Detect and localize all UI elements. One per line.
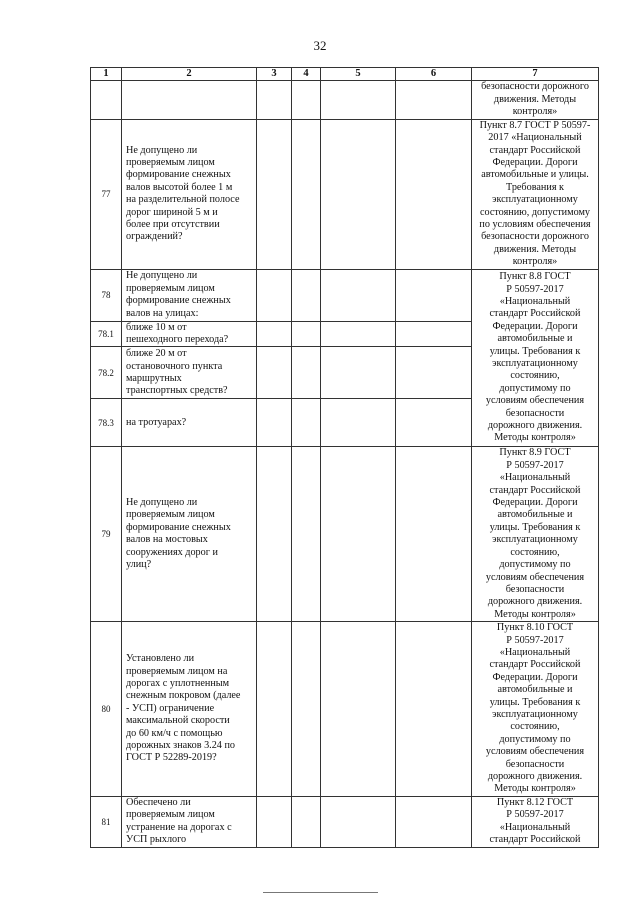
answer-cell-na [321, 321, 396, 347]
answer-cell-na [321, 399, 396, 447]
answer-cell-no [292, 399, 321, 447]
header-col-6: 6 [396, 68, 472, 81]
row-number: 78.1 [91, 321, 122, 347]
answer-cell-yes [257, 119, 292, 269]
legal-reference: Пункт 8.10 ГОСТ Р 50597-2017 «Национальный стандарт Российской Федерации. Дороги автомобильные и улицы. Требования к эксплуатационному состоянию, допустимому по условиям обеспечения безопасности дорожного движения. Методы контроля» [472, 622, 599, 797]
checklist-table [90, 67, 599, 848]
requirement-question: Не допущено ли проверяемым лицом формирование снежных валов на улицах: [122, 269, 257, 321]
notes-cell [396, 622, 472, 797]
row-number: 81 [91, 796, 122, 847]
row-number [91, 81, 122, 119]
requirement-question: Установлено ли проверяемым лицом на дорогах с уплотненным снежным покровом (далее - УСП) ограничение максимальной скорости до 60 км/ч с помощью дорожных знаков 3.24 по ГОСТ Р 52289-2019? [122, 622, 257, 797]
table-row [91, 447, 599, 622]
row-number: 78.3 [91, 399, 122, 447]
answer-cell-na [321, 347, 396, 399]
answer-cell-yes [257, 447, 292, 622]
requirement-question: Обеспечено ли проверяемым лицом устранение на дорогах с УСП рыхлого [122, 796, 257, 847]
requirement-question [122, 81, 257, 119]
answer-cell-no [292, 622, 321, 797]
answer-cell-yes [257, 321, 292, 347]
requirement-question: Не допущено ли проверяемым лицом формирование снежных валов на мостовых сооружениях дорог и улиц? [122, 447, 257, 622]
header-col-1: 1 [91, 68, 122, 81]
notes-cell [396, 399, 472, 447]
requirement-question: Не допущено ли проверяемым лицом формирование снежных валов высотой более 1 м на разделительной полосе дорог шириной 5 м и более при отсутствии ограждений? [122, 119, 257, 269]
answer-cell-no [292, 119, 321, 269]
notes-cell [396, 347, 472, 399]
notes-cell [396, 81, 472, 119]
requirement-question: ближе 20 м от остановочного пункта маршрутных транспортных средств? [122, 347, 257, 399]
answer-cell-na [321, 119, 396, 269]
legal-reference: Пункт 8.12 ГОСТ Р 50597-2017 «Национальный стандарт Российской [472, 796, 599, 847]
table-row [91, 81, 599, 119]
table-row [91, 796, 599, 847]
row-number: 78 [91, 269, 122, 321]
requirement-question: на тротуарах? [122, 399, 257, 447]
answer-cell-na [321, 622, 396, 797]
row-number: 79 [91, 447, 122, 622]
header-col-4: 4 [292, 68, 321, 81]
notes-cell [396, 269, 472, 321]
answer-cell-no [292, 321, 321, 347]
answer-cell-yes [257, 269, 292, 321]
header-col-7: 7 [472, 68, 599, 81]
page-number: 32 [313, 38, 327, 53]
answer-cell-na [321, 447, 396, 622]
header-col-5: 5 [321, 68, 396, 81]
answer-cell-no [292, 347, 321, 399]
row-number: 77 [91, 119, 122, 269]
answer-cell-yes [257, 81, 292, 119]
notes-cell [396, 119, 472, 269]
answer-cell-yes [257, 796, 292, 847]
notes-cell [396, 321, 472, 347]
requirement-question: ближе 10 м от пешеходного перехода? [122, 321, 257, 347]
answer-cell-no [292, 81, 321, 119]
answer-cell-na [321, 796, 396, 847]
answer-cell-no [292, 796, 321, 847]
bottom-divider [263, 892, 378, 893]
row-number: 80 [91, 622, 122, 797]
answer-cell-yes [257, 622, 292, 797]
notes-cell [396, 447, 472, 622]
answer-cell-yes [257, 399, 292, 447]
notes-cell [396, 796, 472, 847]
header-col-2: 2 [122, 68, 257, 81]
answer-cell-yes [257, 347, 292, 399]
answer-cell-no [292, 447, 321, 622]
legal-reference: Пункт 8.7 ГОСТ Р 50597- 2017 «Национальный стандарт Российской Федерации. Дороги автомобильные и улицы. Требования к эксплуатационному состоянию, допустимому по условиям обеспечения безопасности дорожного движения. Методы контроля» [472, 119, 599, 269]
answer-cell-na [321, 269, 396, 321]
table-row [91, 622, 599, 797]
table-row [91, 269, 599, 321]
table-row [91, 119, 599, 269]
header-row [91, 68, 599, 81]
legal-reference: Пункт 8.9 ГОСТ Р 50597-2017 «Национальный стандарт Российской Федерации. Дороги автомобильные и улицы. Требования к эксплуатационному состоянию, допустимому по условиям обеспечения безопасности дорожного движения. Методы контроля» [472, 447, 599, 622]
header-col-3: 3 [257, 68, 292, 81]
row-number: 78.2 [91, 347, 122, 399]
legal-reference: Пункт 8.8 ГОСТ Р 50597-2017 «Национальный стандарт Российской Федерации. Дороги автомобильные и улицы. Требования к эксплуатационному состоянию, допустимому по условиям обеспечения безопасности дорожного движения. Методы контроля» [472, 269, 599, 447]
answer-cell-na [321, 81, 396, 119]
answer-cell-no [292, 269, 321, 321]
legal-reference: безопасности дорожного движения. Методы контроля» [472, 81, 599, 119]
